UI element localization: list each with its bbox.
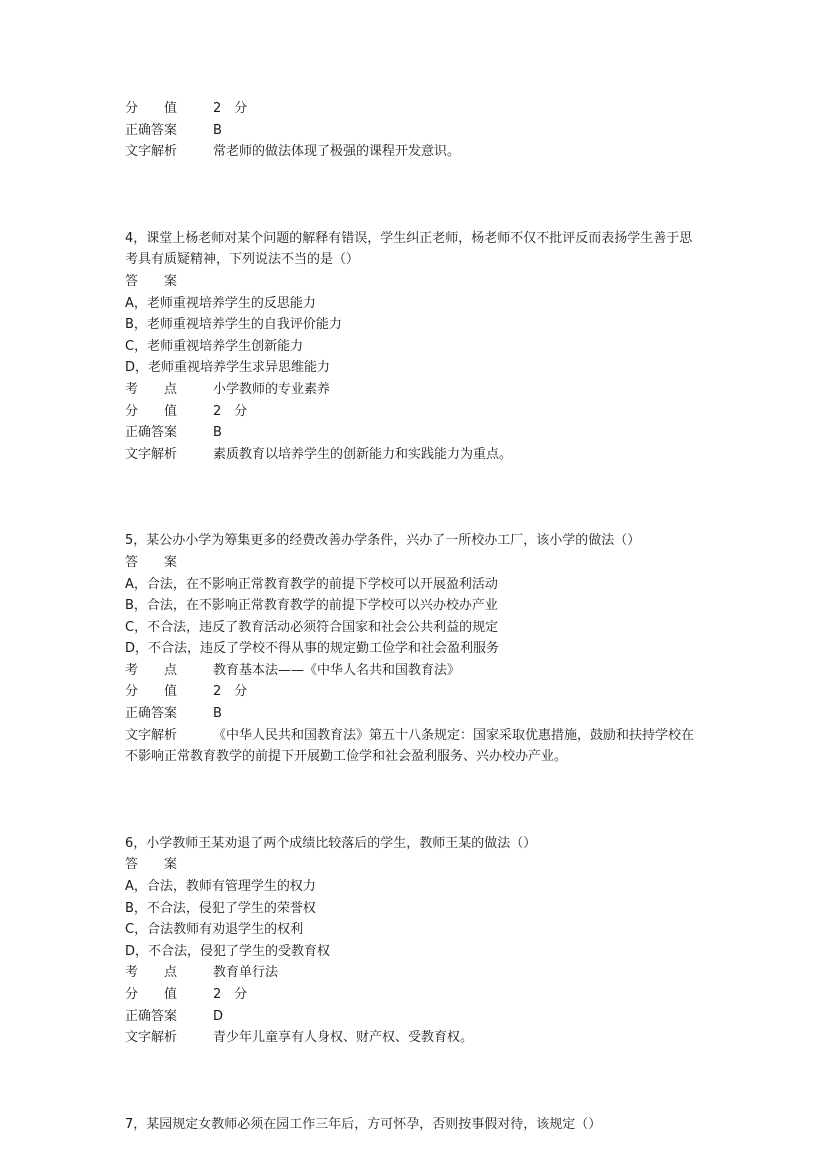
score-value: 2 分 xyxy=(213,987,248,1002)
point-label: 考 点 xyxy=(125,662,178,678)
analysis-text: 《中华人民共和国教育法》第五十八条规定：国家采取优惠措施，鼓励和扶持学校在不影响正常教育教学的前提下开展勤工俭学和社会盈利服务、兴办校办产业。 xyxy=(125,727,695,765)
point-row xyxy=(125,962,705,984)
option-d: D，不合法，违反了学校不得从事的规定勤工俭学和社会盈利服务 xyxy=(125,641,500,657)
analysis-label: 文字解析 xyxy=(125,144,178,160)
correct-answer-label: 正确答案 xyxy=(125,425,178,441)
score-value: 2 分 xyxy=(213,403,248,419)
question-4 xyxy=(125,228,705,466)
option-c: C，老师重视培养学生创新能力 xyxy=(125,338,304,354)
score-label: 分 值 xyxy=(125,987,178,1002)
analysis-row xyxy=(125,444,705,466)
question-7 xyxy=(125,1114,705,1136)
correct-answer-row xyxy=(125,120,705,142)
question-text: 4，课堂上杨老师对某个问题的解释有错误，学生纠正老师，杨老师不仅不批评反而表扬学生善于思考具有质疑精神，下列说法不当的是（） xyxy=(125,230,693,268)
point-row xyxy=(125,379,705,401)
option-b: B，老师重视培养学生的自我评价能力 xyxy=(125,317,342,333)
point-label: 考 点 xyxy=(125,965,178,981)
correct-answer-row xyxy=(125,1006,705,1028)
analysis-label: 文字解析 xyxy=(125,727,178,743)
correct-answer-row xyxy=(125,703,705,725)
question-5 xyxy=(125,530,705,768)
score-row xyxy=(125,98,705,120)
score-value: 2 分 xyxy=(213,684,248,700)
answer-header: 答 案 xyxy=(125,554,178,570)
question-3-tail xyxy=(125,98,705,163)
point-value: 小学教师的专业素养 xyxy=(213,381,331,397)
correct-answer-value: D xyxy=(213,1008,224,1024)
option-a: A，合法，教师有管理学生的权力 xyxy=(125,879,316,895)
analysis-block xyxy=(125,725,705,768)
answer-header: 答 案 xyxy=(125,857,178,873)
analysis-text: 素质教育以培养学生的创新能力和实践能力为重点。 xyxy=(213,446,513,462)
analysis-label: 文字解析 xyxy=(125,1030,178,1046)
option-d: D，不合法，侵犯了学生的受教育权 xyxy=(125,943,331,959)
correct-answer-value: B xyxy=(213,122,222,138)
option-c: C，合法教师有劝退学生的权利 xyxy=(125,922,304,938)
score-label: 分 值 xyxy=(125,101,178,116)
score-row xyxy=(125,681,705,703)
point-row xyxy=(125,660,705,682)
point-value: 教育基本法——《中华人名共和国教育法》 xyxy=(213,662,461,678)
option-a: A，老师重视培养学生的反思能力 xyxy=(125,295,316,311)
correct-answer-label: 正确答案 xyxy=(125,122,178,138)
correct-answer-label: 正确答案 xyxy=(125,1008,178,1024)
correct-answer-row xyxy=(125,422,705,444)
option-b: B，合法，在不影响正常教育教学的前提下学校可以兴办校办产业 xyxy=(125,598,498,614)
analysis-row xyxy=(125,141,705,163)
score-label: 分 值 xyxy=(125,403,178,419)
score-row xyxy=(125,401,705,423)
option-b: B，不合法，侵犯了学生的荣誉权 xyxy=(125,900,316,916)
point-value: 教育单行法 xyxy=(213,965,279,981)
option-a: A，合法，在不影响正常教育教学的前提下学校可以开展盈利活动 xyxy=(125,576,498,592)
option-c: C，不合法，违反了教育活动必须符合国家和社会公共利益的规定 xyxy=(125,619,499,635)
question-text: 6，小学教师王某劝退了两个成绩比较落后的学生，教师王某的做法（） xyxy=(125,835,537,851)
point-label: 考 点 xyxy=(125,381,178,397)
answer-header: 答 案 xyxy=(125,273,178,289)
correct-answer-label: 正确答案 xyxy=(125,706,178,722)
analysis-label: 文字解析 xyxy=(125,446,178,462)
score-row xyxy=(125,984,705,1006)
analysis-row xyxy=(125,1027,705,1049)
document-page xyxy=(125,98,705,1135)
analysis-text: 青少年儿童享有人身权、财产权、受教育权。 xyxy=(213,1030,474,1046)
question-text: 7，某园规定女教师必须在园工作三年后，方可怀孕，否则按事假对待，该规定（） xyxy=(125,1116,602,1132)
question-text: 5，某公办小学为筹集更多的经费改善办学条件，兴办了一所校办工厂，该小学的做法（） xyxy=(125,533,641,549)
correct-answer-value: B xyxy=(213,425,222,441)
correct-answer-value: B xyxy=(213,706,222,722)
score-label: 分 值 xyxy=(125,684,178,700)
analysis-text: 常老师的做法体现了极强的课程开发意识。 xyxy=(213,144,461,160)
question-6 xyxy=(125,833,705,1049)
option-d: D，老师重视培养学生求异思维能力 xyxy=(125,360,331,376)
score-value: 2 分 xyxy=(213,101,248,116)
